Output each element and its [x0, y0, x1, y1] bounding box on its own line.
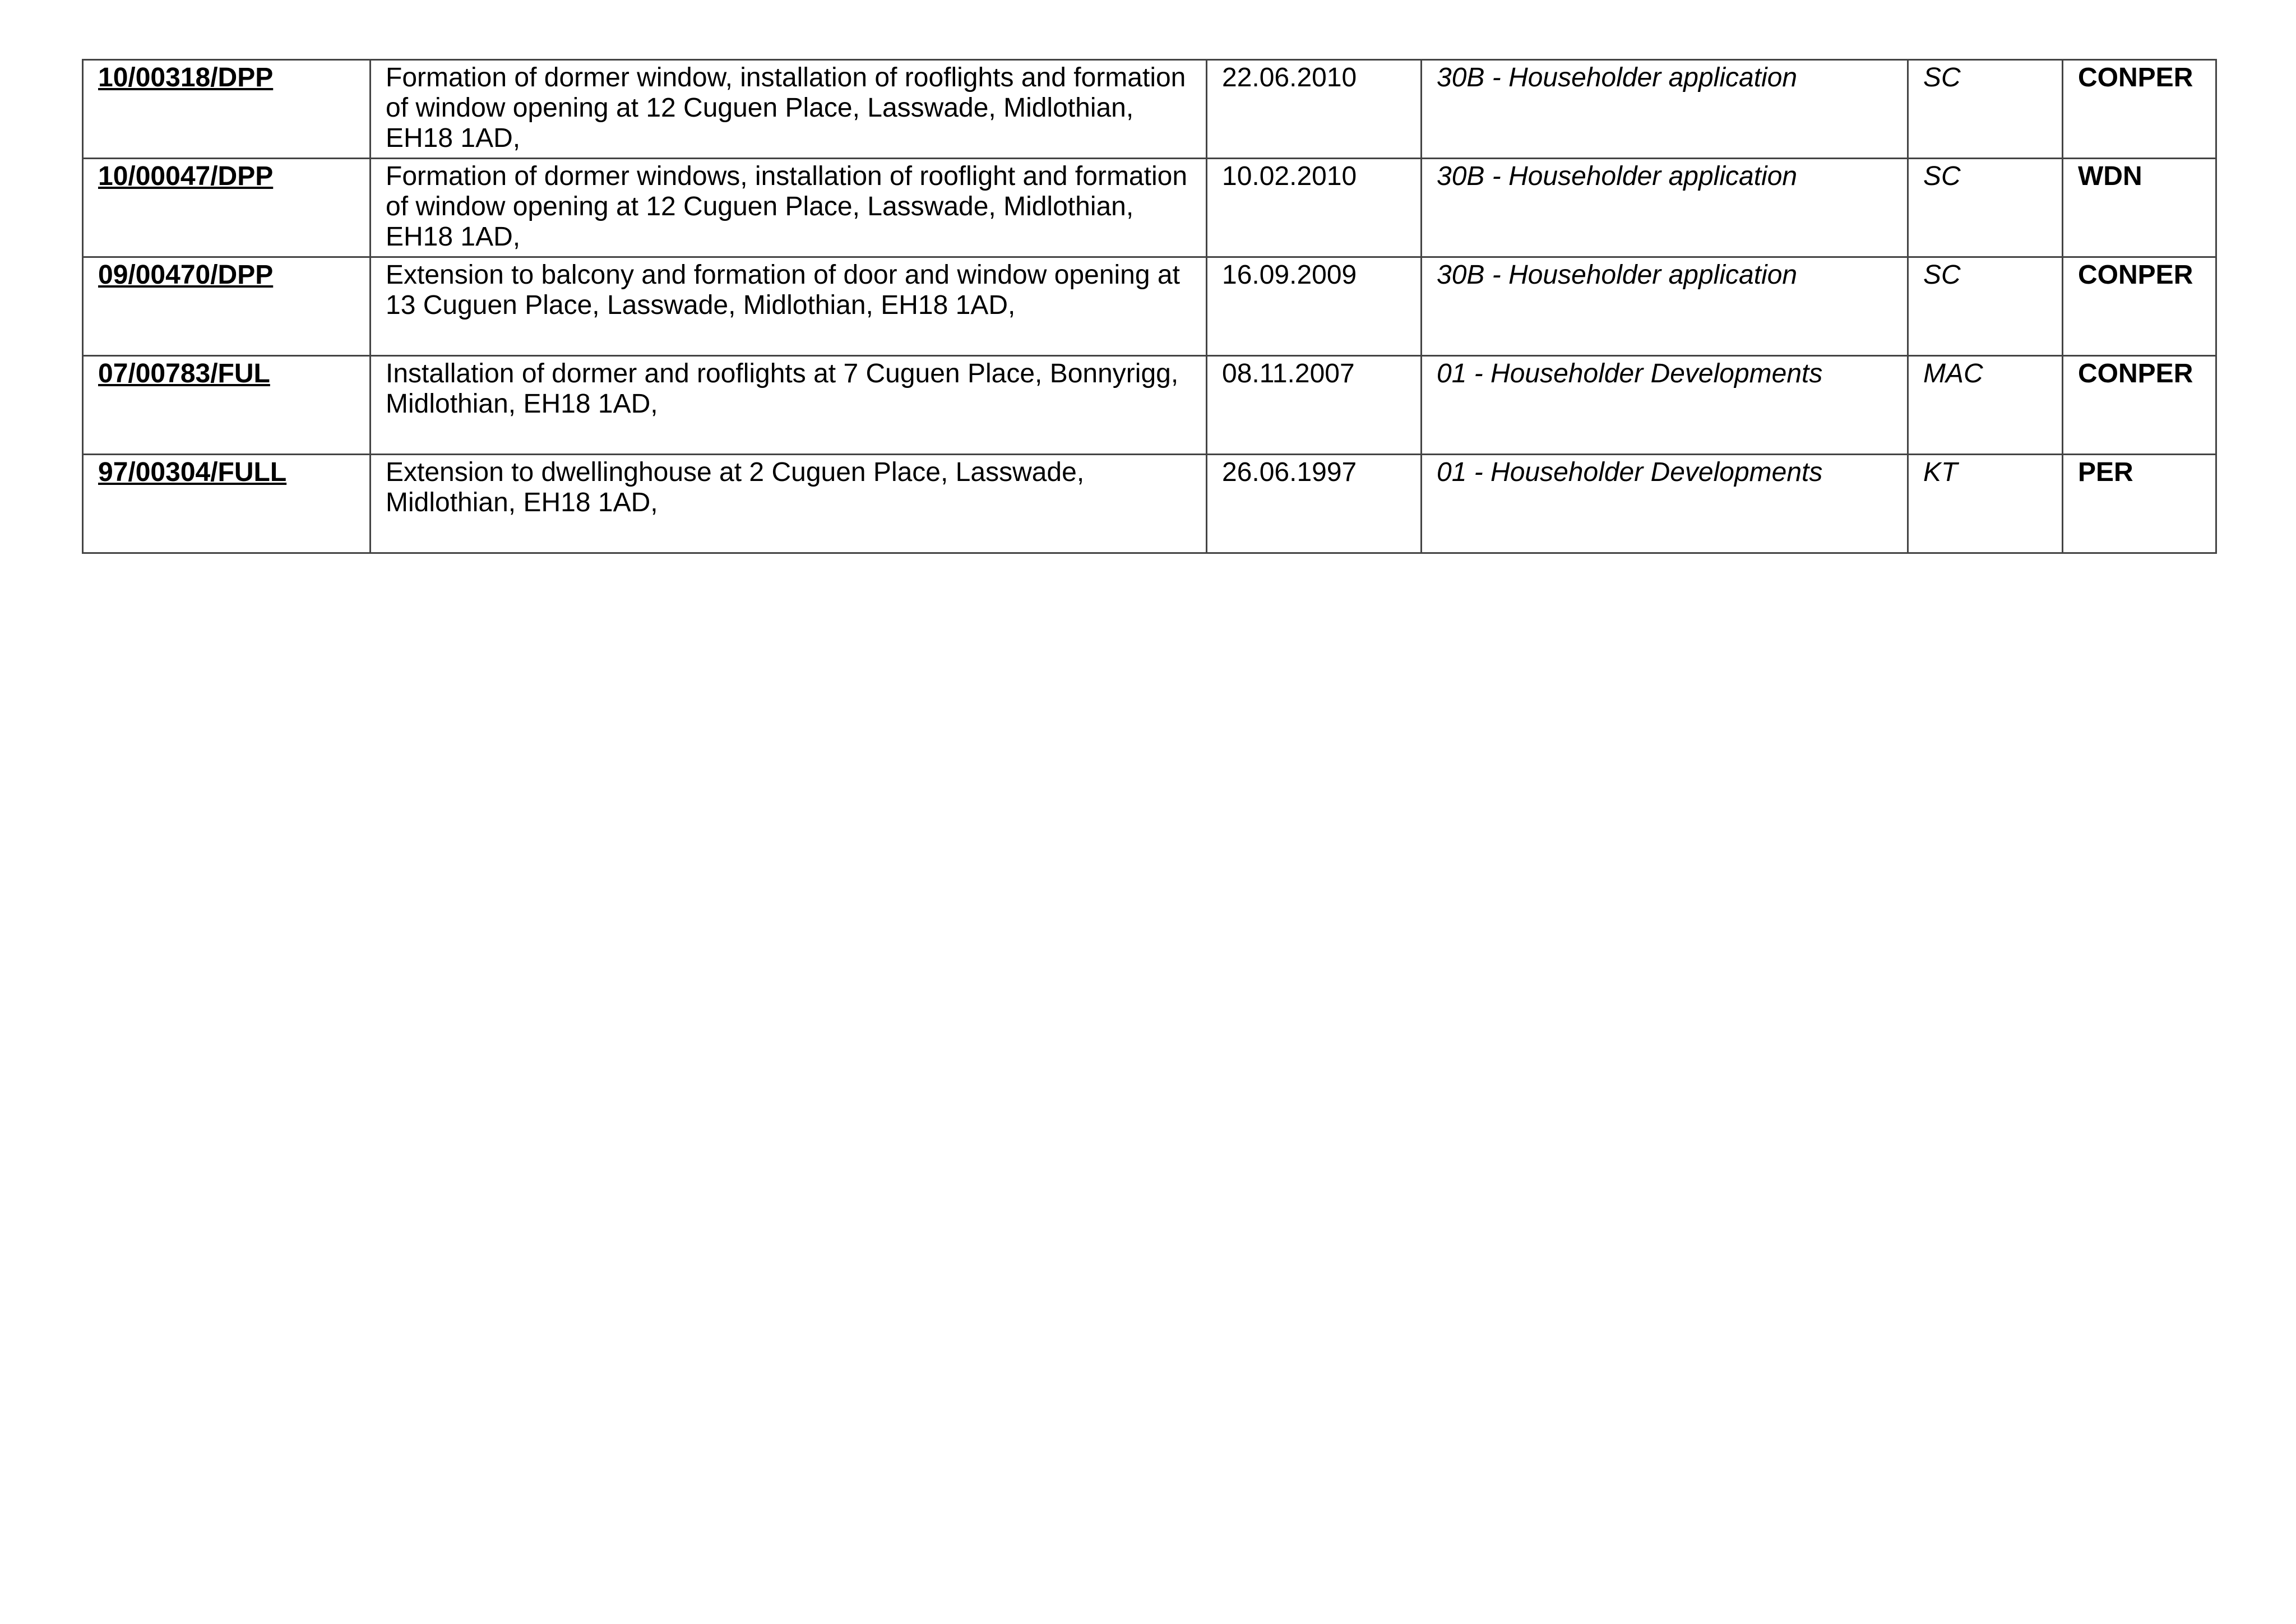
application-type-cell: 01 - Householder Developments	[1422, 356, 1908, 455]
table-row	[83, 455, 2216, 553]
date-cell: 16.09.2009	[1207, 257, 1422, 356]
table-row	[83, 257, 2216, 356]
description-cell: Extension to balcony and formation of door and window opening at 13 Cuguen Place, Lasswade, Midlothian, EH18 1AD,	[371, 257, 1207, 356]
reference-cell	[83, 356, 371, 455]
application-type-cell: 30B - Householder application	[1422, 60, 1908, 159]
officer-cell: SC	[1908, 159, 2063, 257]
application-reference-link[interactable]: 97/00304/FULL	[98, 457, 287, 487]
application-reference-link[interactable]: 10/00047/DPP	[98, 161, 274, 191]
decision-cell: CONPER	[2063, 257, 2216, 356]
description-cell: Installation of dormer and rooflights at 7 Cuguen Place, Bonnyrigg, Midlothian, EH18 1AD,	[371, 356, 1207, 455]
application-type-cell: 01 - Householder Developments	[1422, 455, 1908, 553]
date-cell: 22.06.2010	[1207, 60, 1422, 159]
reference-cell	[83, 455, 371, 553]
planning-applications-table	[82, 59, 2217, 554]
description-cell: Formation of dormer window, installation of rooflights and formation of window opening at 12 Cuguen Place, Lasswade, Midlothian, EH18 1AD,	[371, 60, 1207, 159]
date-cell: 10.02.2010	[1207, 159, 1422, 257]
date-cell: 26.06.1997	[1207, 455, 1422, 553]
table-row	[83, 159, 2216, 257]
description-cell: Formation of dormer windows, installation of rooflight and formation of window opening at 12 Cuguen Place, Lasswade, Midlothian, EH18 1AD,	[371, 159, 1207, 257]
application-type-cell: 30B - Householder application	[1422, 159, 1908, 257]
reference-cell	[83, 60, 371, 159]
decision-cell: PER	[2063, 455, 2216, 553]
date-cell: 08.11.2007	[1207, 356, 1422, 455]
officer-cell: MAC	[1908, 356, 2063, 455]
decision-cell: CONPER	[2063, 60, 2216, 159]
officer-cell: SC	[1908, 60, 2063, 159]
application-reference-link[interactable]: 10/00318/DPP	[98, 63, 274, 92]
officer-cell: SC	[1908, 257, 2063, 356]
decision-cell: WDN	[2063, 159, 2216, 257]
table-row	[83, 356, 2216, 455]
reference-cell	[83, 159, 371, 257]
reference-cell	[83, 257, 371, 356]
officer-cell: KT	[1908, 455, 2063, 553]
decision-cell: CONPER	[2063, 356, 2216, 455]
application-type-cell: 30B - Householder application	[1422, 257, 1908, 356]
description-cell: Extension to dwellinghouse at 2 Cuguen Place, Lasswade, Midlothian, EH18 1AD,	[371, 455, 1207, 553]
application-reference-link[interactable]: 09/00470/DPP	[98, 260, 274, 290]
table-row	[83, 60, 2216, 159]
application-reference-link[interactable]: 07/00783/FUL	[98, 359, 270, 388]
